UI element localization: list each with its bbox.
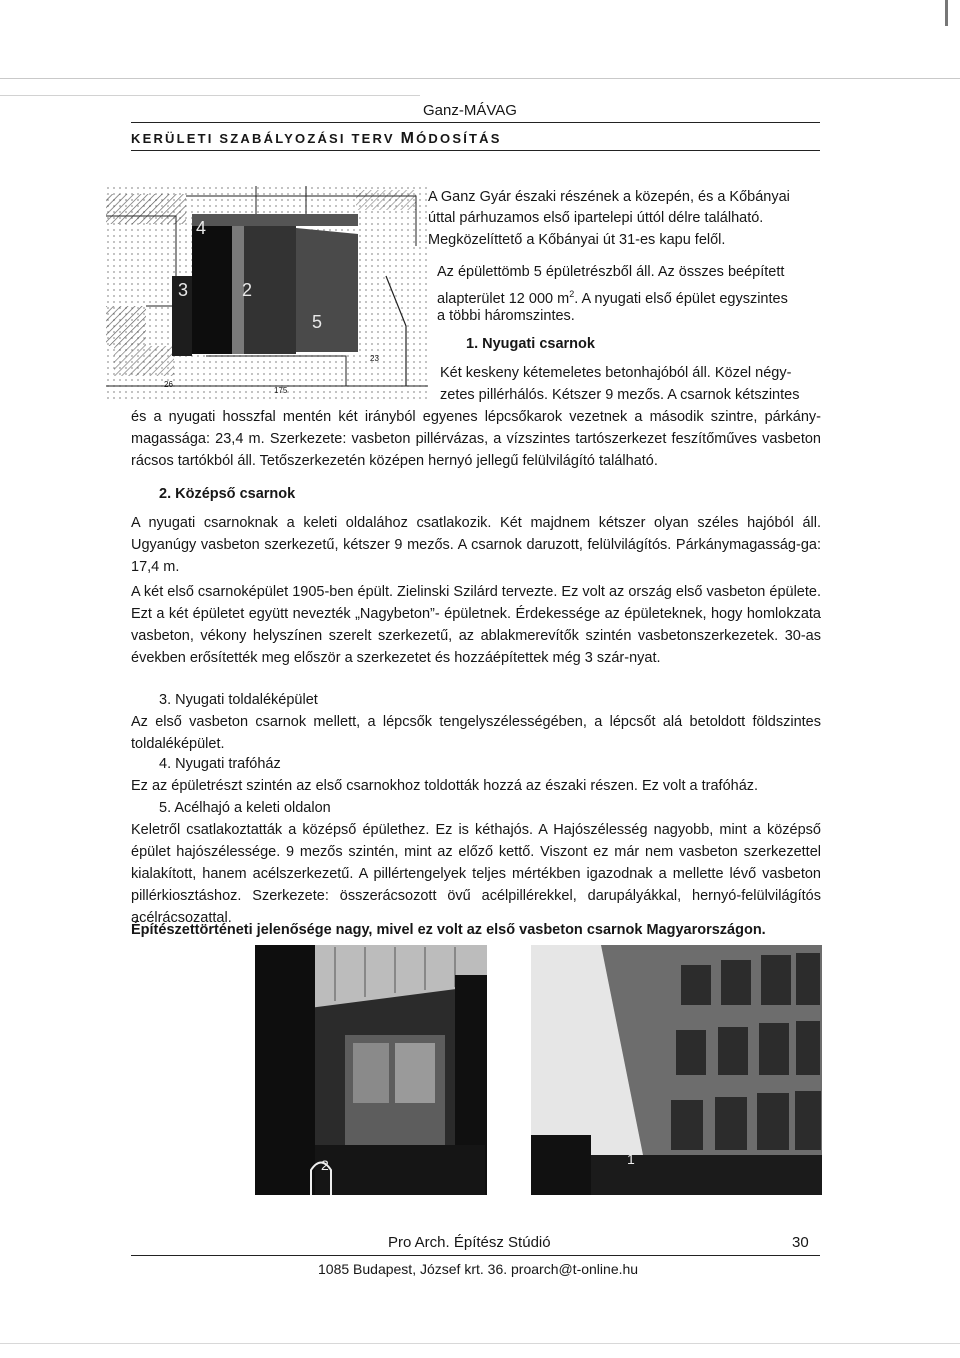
intro-area-text: . A nyugati első épület egyszintes [574,290,788,307]
section-2-heading: 2. Középső csarnok [159,486,296,502]
section-1-line: Két keskeny kétemeletes betonhajóból áll. Közel négy- [440,365,792,381]
section-5-heading: 5. Acélhajó a keleti oldalon [159,800,331,816]
section-2-text: A nyugati csarnoknak a keleti oldalához csatlakozik. Két majdnem kétszer olyan széles hajóból áll. Ugyanúgy vasbeton szerkezetű, kétszer 9 mezős. A csarnok daruzott, felülvilágítós. Párkánymagasság-ga: 17,4 m. [131,515,821,575]
map-number: 23 [370,354,379,363]
header-subtitle [131,130,502,148]
page-number: 30 [792,1234,809,1251]
map-label: 5 [312,312,323,332]
photo-exterior-image [531,945,822,1195]
footer-company: Pro Arch. Építész Stúdió [388,1234,551,1251]
photo-interior [255,945,487,1195]
footer-rule [131,1255,820,1256]
map-label: 2 [242,280,253,300]
intro-line: Megközelíttető a Kőbányai út 31-es kapu felől. [428,232,726,248]
section-3-text: Az első vasbeton csarnok mellett, a lépcsők tengelyszélességében, a lépcsőt alá betoldott földszintes toldaléképület. [131,714,821,752]
header-subtitle-part: ÓDOSÍTÁS [416,131,502,146]
section-3-heading: 3. Nyugati toldaléképület [159,692,318,708]
header-title: Ganz-MÁVAG [423,102,517,119]
photo-interior-image [255,945,487,1195]
scan-line [0,78,960,79]
section-1-heading: 1. Nyugati csarnok [466,336,595,352]
scan-line [0,1343,960,1344]
scan-mark [945,0,948,26]
site-map [106,186,428,400]
scan-line [0,95,420,96]
header-rule-bottom [131,150,820,151]
header-rule [131,122,820,123]
footer-address: 1085 Budapest, József krt. 36. proarch@t-online.hu [318,1261,639,1277]
section-4-heading: 4. Nyugati trafóház [159,756,281,772]
intro-area-text: alapterület 12 000 m [437,290,570,307]
header-subtitle-initial: M [400,130,417,147]
intro-line: A Ganz Gyár északi részének a közepén, és a Kőbányai [428,189,790,205]
map-number: 26 [164,380,173,389]
section-5-text: Keletről csatlakoztatták a középső épülethez. Ez is kéthajós. A Hajószélesség nagyobb, mint a középső épület hajószélessége. 9 mezős szintén, mint az előző kettő. Viszont ez már nem vasbeton szerkezettel kialakított, hanem acélszerkezetű. A pillértengelyek teljes mértékben igazodnak a mellette lévő vasbeton pillérkiosztáshoz. Szerkezete: összerácsozott övű acélpillérekkel, darupályákkal, hernyó-felülvilágítós acélrácsozattal. [131,822,821,926]
intro-line: úttal párhuzamos első ipartelepi úttól délre található. [428,210,764,226]
photo-label: 2 [321,1157,329,1173]
intro-line: Az épülettömb 5 épületrészből áll. Az összes beépített [437,264,785,280]
map-number: 175 [274,386,288,395]
site-map-drawing [106,186,428,400]
map-label: 3 [178,280,189,300]
photo-exterior [531,945,822,1195]
header-subtitle-part: KERÜLETI SZABÁLYOZÁSI TERV [131,131,401,146]
map-label: 4 [196,218,207,238]
intro-area-superscript: 2 [569,289,575,299]
history-text: A két első csarnoképület 1905-ben épült. Zielinski Szilárd tervezte. Ez volt az ország első vasbeton épülete. Ezt a két épületet együtt nevezték „Nagybeton”- épületnek. Érdekessége az épületeknek, hogy homlokzata vasbeton, vékony helyszínen szerelt szerkezetű, az ablakmerevítők szintén vasbetonszerkezetek. 30-as években erősítették meg először a szerkezetet és hozzáépítettek még 3 szár-nyat. [131,584,821,666]
conclusion-text: Építészettörténeti jelenősége nagy, mivel ez volt az első vasbeton csarnok Magyarországon. [131,922,766,938]
section-1-line: zetes pillérhálós. Kétszer 9 mezős. A csarnok kétszintes [440,387,800,403]
section-1-text: és a nyugati hosszfal mentén két irányból egyenes lépcsőkarok vezetnek a második szintre, párkány-magassága: 23,4 m. Szerkezete: vasbeton pillérvázas, a vízszintes tartószerkezet feszítőműves vasbeton rácsos tartókból áll. Tetőszerkezetén középen hernyó jellegű felülvilágító található. [131,409,821,469]
intro-line: a többi háromszintes. [437,308,575,324]
photo-label: 1 [627,1151,635,1167]
section-4-text: Ez az épületrészt szintén az első csarnokhoz toldották hozzá az északi részen. Ez volt a trafóház. [131,778,759,794]
